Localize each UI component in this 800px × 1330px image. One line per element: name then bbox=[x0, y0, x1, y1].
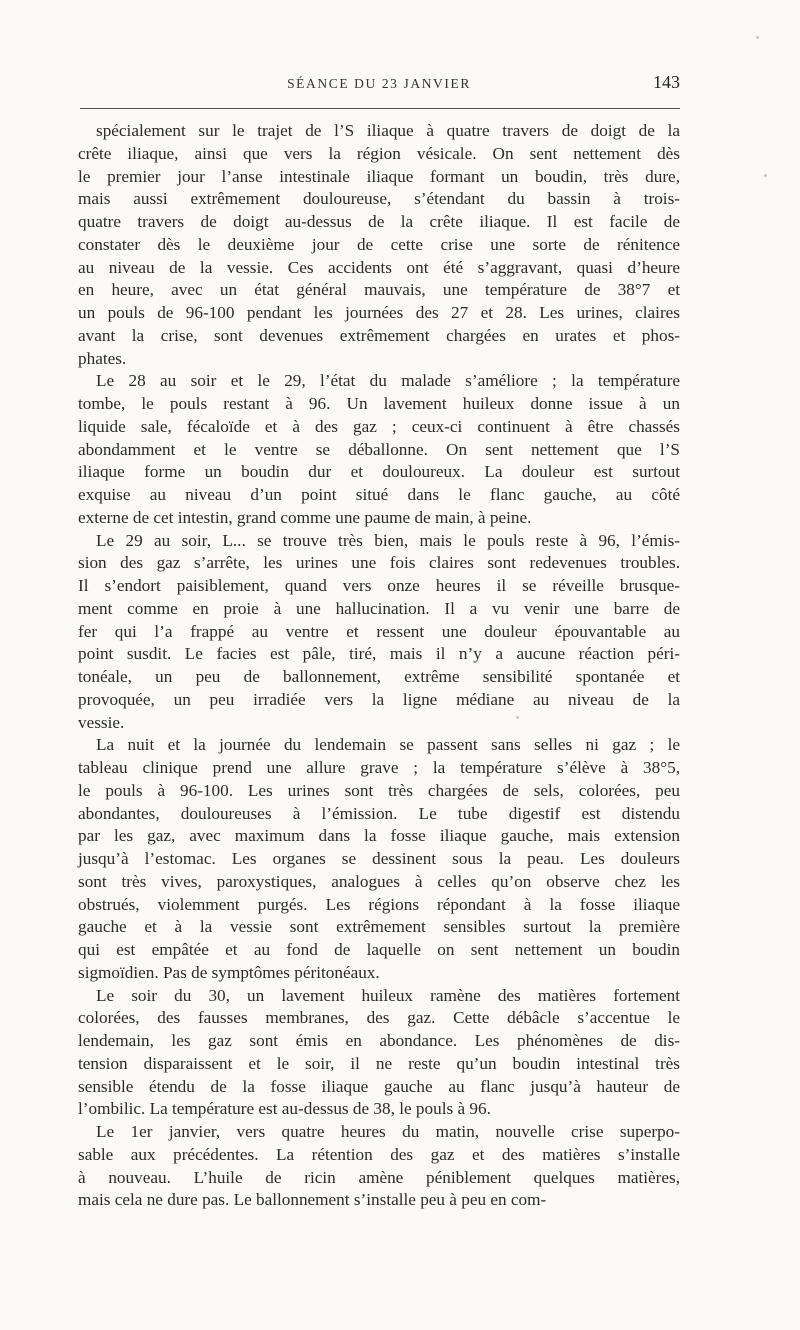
text-line: colorées, des fausses membranes, des gaz. Cette débâcle s’accentue le bbox=[78, 1008, 680, 1028]
text-line: mais cela ne dure pas. Le ballonnement s’installe peu à peu en com- bbox=[78, 1190, 547, 1210]
text-line: quatre travers de doigt au-dessus de la crête iliaque. Il est facile de bbox=[78, 212, 680, 231]
paragraph bbox=[78, 734, 680, 984]
text-line: iliaque forme un boudin dur et douloureux. La douleur est surtout bbox=[78, 462, 680, 482]
page-header bbox=[78, 72, 680, 96]
text-line: Le 28 au soir et le 29, l’état du malade s’améliore ; la température bbox=[96, 371, 680, 391]
text-line: sable aux précédentes. La rétention des gaz et des matières s’installe bbox=[78, 1144, 680, 1164]
running-head: SÉANCE DU 23 JANVIER bbox=[287, 76, 471, 91]
text-line: un pouls de 96-100 pendant les journées des 27 et 28. Les urines, claires bbox=[78, 303, 680, 322]
text-line: jusqu’à l’estomac. Les organes se dessinent sous la peau. Les douleurs bbox=[78, 849, 680, 868]
paragraph bbox=[78, 985, 680, 1122]
text-line: lendemain, les gaz sont émis en abondance. Les phénomènes de dis- bbox=[78, 1031, 680, 1050]
page-number: 143 bbox=[653, 72, 680, 92]
text-line: sigmoïdien. Pas de symptômes péritonéaux. bbox=[78, 962, 380, 982]
paragraph bbox=[78, 370, 680, 529]
text-line: Le 29 au soir, L... se trouve très bien, mais le pouls reste à 96, l’émis- bbox=[96, 530, 680, 550]
text-line: le premier jour l’anse intestinale iliaque formant un boudin, très dure, bbox=[78, 166, 680, 186]
text-line: à nouveau. L’huile de ricin amène péniblement quelques matières, bbox=[78, 1167, 680, 1187]
text-line: obstrués, violemment purgés. Les régions répondant à la fosse iliaque bbox=[78, 894, 680, 914]
text-line: vessie. bbox=[78, 712, 125, 732]
text-line: ment comme en proie à une hallucination. Il a vu venir une barre de bbox=[78, 598, 680, 618]
text-line: sensible étendu de la fosse iliaque gauche au flanc jusqu’à hauteur de bbox=[78, 1076, 680, 1096]
text-line: abondamment et le ventre se déballonne. On sent nettement que l’S bbox=[78, 439, 680, 459]
text-line: La nuit et la journée du lendemain se passent sans selles ni gaz ; le bbox=[96, 735, 680, 755]
text-line: Il s’endort paisiblement, quand vers onze heures il se réveille brusque- bbox=[78, 576, 680, 595]
text-line: tombe, le pouls restant à 96. Un lavement huileux donne issue à un bbox=[78, 394, 680, 413]
text-line: au niveau de la vessie. Ces accidents ont été s’aggravant, quasi d’heure bbox=[78, 257, 680, 277]
text-line: point susdit. Le facies est pâle, tiré, mais il n’y a aucune réaction péri- bbox=[78, 644, 680, 664]
text-line: externe de cet intestin, grand comme une paume de main, à peine. bbox=[78, 507, 532, 527]
text-line: par les gaz, avec maximum dans la fosse iliaque gauche, mais extension bbox=[78, 826, 680, 846]
text-line: sion des gaz s’arrête, les urines une fois claires sont redevenues troubles. bbox=[78, 553, 680, 573]
text-line: crête iliaque, ainsi que vers la région vésicale. On sent nettement dès bbox=[78, 143, 680, 163]
paragraph bbox=[78, 1121, 680, 1212]
paragraph bbox=[78, 530, 680, 735]
text-line: tableau clinique prend une allure grave ; la température s’élève à 38°5, bbox=[78, 758, 680, 777]
text-line: avant la crise, sont devenues extrêmement chargées en urates et phos- bbox=[78, 325, 680, 345]
text-line: tension disparaissent et le soir, il ne reste qu’un boudin intestinal très bbox=[78, 1053, 680, 1073]
header-rule bbox=[80, 108, 680, 109]
text-line: exquise au niveau d’un point situé dans le flanc gauche, au côté bbox=[78, 485, 680, 504]
text-line: mais aussi extrêmement douloureuse, s’étendant du bassin à trois- bbox=[78, 189, 680, 209]
text-line: spécialement sur le trajet de l’S iliaque à quatre travers de doigt de la bbox=[96, 121, 680, 140]
paragraph bbox=[78, 120, 680, 370]
text-line: qui est empâtée et au fond de laquelle on sent nettement un boudin bbox=[78, 940, 680, 959]
text-line: provoquée, un peu irradiée vers la ligne médiane au niveau de la bbox=[78, 689, 680, 709]
body-text bbox=[78, 120, 680, 1212]
text-line: Le 1er janvier, vers quatre heures du matin, nouvelle crise superpo- bbox=[96, 1122, 680, 1141]
text-line: constater dès le deuxième jour de cette crise une sorte de rénitence bbox=[78, 234, 680, 254]
text-line: Le soir du 30, un lavement huileux ramène des matières fortement bbox=[96, 985, 680, 1005]
text-line: l’ombilic. La température est au-dessus de 38, le pouls à 96. bbox=[78, 1099, 491, 1119]
text-line: en heure, avec un état général mauvais, une température de 38°7 et bbox=[78, 280, 680, 300]
paper-speck bbox=[756, 36, 759, 39]
text-line: tonéale, un peu de ballonnement, extrême sensibilité spontanée et bbox=[78, 667, 680, 686]
paper-speck bbox=[516, 716, 519, 719]
text-line: le pouls à 96-100. Les urines sont très chargées de sels, colorées, peu bbox=[78, 780, 680, 800]
paper-speck bbox=[764, 174, 767, 177]
text-line: liquide sale, fécaloïde et à des gaz ; ceux-ci continuent à être chassés bbox=[78, 416, 680, 436]
text-line: abondantes, douloureuses à l’émission. Le tube digestif est distendu bbox=[78, 803, 680, 823]
text-line: gauche et à la vessie sont extrêmement sensibles surtout la première bbox=[78, 917, 680, 937]
text-line: sont très vives, paroxystiques, analogues à celles qu’on observe chez les bbox=[78, 871, 680, 891]
text-line: phates. bbox=[78, 348, 127, 368]
text-line: fer qui l’a frappé au ventre et ressent une douleur épouvantable au bbox=[78, 621, 680, 641]
